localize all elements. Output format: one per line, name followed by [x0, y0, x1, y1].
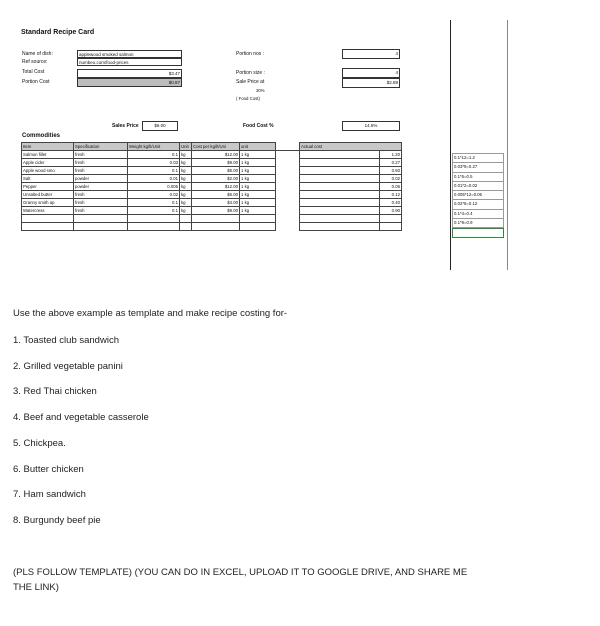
cell-unit: kg — [180, 191, 192, 199]
calc-note: 0.03*9=0.27 — [452, 163, 504, 172]
cell-weight: 0.005 — [128, 183, 180, 191]
recipe-list-item: 8. Burgundy beef pie — [13, 514, 101, 526]
cell-empty — [300, 175, 380, 183]
sales-price-label: Sales Price — [112, 123, 139, 129]
cell-item: Watercress — [22, 207, 74, 215]
cell-unit: kg — [180, 207, 192, 215]
cell-item: Unsalted butter — [22, 191, 74, 199]
sale-price-label: Sale Price at — [236, 79, 265, 85]
cell-unit: kg — [180, 167, 192, 175]
calc-note: 0.01*2=0.02 — [452, 182, 504, 191]
cell-empty — [380, 215, 402, 223]
cell-item: Apple cider — [22, 159, 74, 167]
cell-empty — [276, 159, 300, 167]
cell-empty — [74, 223, 128, 231]
calc-note: 0.1*5=0.5 — [452, 173, 504, 182]
cell-cost: $4.00 — [192, 199, 240, 207]
table-row — [22, 167, 402, 175]
cell-empty — [276, 223, 300, 231]
cell-cost: $9.00 — [192, 207, 240, 215]
header-spacer — [276, 143, 300, 151]
source-label: Ref source: — [22, 59, 48, 65]
cell-spec: fresh — [74, 207, 128, 215]
note-line-2: THE LINK) — [13, 582, 59, 593]
cell-weight: 0.1 — [128, 151, 180, 159]
calculation-notes — [452, 153, 504, 238]
cell-empty — [180, 223, 192, 231]
cell-weight: 0.1 — [128, 207, 180, 215]
food-cost-pct-label: Food Cost % — [243, 123, 274, 129]
cell-cunit: 1 kg — [240, 207, 276, 215]
cell-actual: 0.06 — [380, 183, 402, 191]
cell-empty — [22, 215, 74, 223]
cell-unit: kg — [180, 159, 192, 167]
commodities-label: Commodities — [22, 133, 61, 139]
cell-empty — [192, 223, 240, 231]
cell-actual: 0.12 — [380, 191, 402, 199]
percent-label: 30% — [256, 88, 265, 93]
cell-empty — [276, 151, 300, 159]
table-row — [22, 183, 402, 191]
table-row — [22, 175, 402, 183]
total-cost-value: $3.47 — [77, 69, 182, 78]
calc-note: 0.005*12=0.06 — [452, 191, 504, 200]
recipe-list-item: 5. Chickpea. — [13, 437, 66, 449]
cell-empty — [276, 183, 300, 191]
header-actual-cost: Actual cost — [300, 143, 402, 151]
cell-empty — [240, 215, 276, 223]
cell-spec: fresh — [74, 159, 128, 167]
calc-note: 0.1*12=1.2 — [452, 153, 504, 163]
cell-empty — [276, 175, 300, 183]
cell-empty — [276, 167, 300, 175]
cell-unit: kg — [180, 151, 192, 159]
cell-empty — [300, 191, 380, 199]
cell-item: Pepper — [22, 183, 74, 191]
cell-empty — [300, 215, 380, 223]
cell-unit: kg — [180, 199, 192, 207]
cell-empty — [128, 215, 180, 223]
column-divider-light — [507, 20, 508, 270]
header-specification: Specification — [74, 143, 128, 151]
cell-spec: powder — [74, 175, 128, 183]
recipe-list-item: 7. Ham sandwich — [13, 489, 86, 501]
recipe-list-item: 2. Grilled vegetable panini — [13, 360, 123, 372]
name-label: Name of dish: — [22, 51, 53, 57]
instructions-intro: Use the above example as template and make recipe costing for- — [13, 308, 288, 319]
cell-actual: 0.40 — [380, 199, 402, 207]
table-row — [22, 159, 402, 167]
header-cost-per: Cost per kg/lt/Uni — [192, 143, 240, 151]
table-header-row — [22, 143, 402, 151]
cell-cost: $12.00 — [192, 183, 240, 191]
cell-cunit: 1 kg — [240, 159, 276, 167]
cell-actual: 0.50 — [380, 167, 402, 175]
header-unit: Unit — [180, 143, 192, 151]
recipe-list-item: 6. Butter chicken — [13, 463, 84, 475]
cell-cost: $5.00 — [192, 167, 240, 175]
cell-weight: 0.1 — [128, 199, 180, 207]
cell-empty — [276, 191, 300, 199]
cell-unit: kg — [180, 183, 192, 191]
commodities-table — [21, 142, 402, 231]
portion-nos-value: 4 — [342, 49, 400, 59]
header-item: Item — [22, 143, 74, 151]
name-value: applewood smoked salmon — [77, 50, 182, 58]
cell-spec: powder — [74, 183, 128, 191]
sale-price-value: $2.89 — [342, 78, 400, 88]
header-cost-unit: unit — [240, 143, 276, 151]
table-row-empty — [22, 223, 402, 231]
food-cost-paren: ( Food Cost) — [236, 96, 260, 101]
table-row — [22, 199, 402, 207]
portion-nos-label: Portion nos : — [236, 51, 265, 57]
cell-spec: fresh — [74, 167, 128, 175]
cell-cunit: 1 kg — [240, 175, 276, 183]
sales-price-value: $6.00 — [142, 121, 178, 131]
cell-empty — [300, 183, 380, 191]
cell-weight: 0.03 — [128, 159, 180, 167]
calc-note: 0.1*9=0.9 — [452, 219, 504, 228]
cell-actual: 0.02 — [380, 175, 402, 183]
selected-cell[interactable] — [452, 228, 504, 238]
cell-item: Granny smith ap — [22, 199, 74, 207]
cell-cunit: 1 kg — [240, 167, 276, 175]
cell-empty — [300, 207, 380, 215]
cell-cunit: 1 kg — [240, 199, 276, 207]
cell-empty — [300, 199, 380, 207]
total-cost-label: Total Cost — [22, 69, 45, 75]
cell-empty — [276, 199, 300, 207]
cell-empty — [192, 215, 240, 223]
portion-size-label: Portion size : — [236, 70, 265, 76]
cell-empty — [300, 167, 380, 175]
cell-unit: kg — [180, 175, 192, 183]
cell-empty — [128, 223, 180, 231]
cell-actual: 1.20 — [380, 151, 402, 159]
food-cost-pct-value: 14.5% — [342, 121, 400, 131]
cell-weight: 0.02 — [128, 191, 180, 199]
recipe-list-item: 1. Toasted club sandwich — [13, 335, 119, 346]
cell-empty — [22, 223, 74, 231]
recipe-list-item: 3. Red Thai chicken — [13, 386, 97, 398]
cell-cunit: 1 kg — [240, 183, 276, 191]
column-divider — [450, 20, 451, 270]
cell-empty — [74, 215, 128, 223]
table-row-empty — [22, 215, 402, 223]
cell-cost: $2.00 — [192, 175, 240, 183]
cell-empty — [300, 159, 380, 167]
recipe-list-item: 4. Beef and vegetable casserole — [13, 412, 149, 424]
cell-cost: $6.00 — [192, 191, 240, 199]
cell-spec: fresh — [74, 191, 128, 199]
cell-empty — [276, 207, 300, 215]
portion-cost-value: $0.87 — [77, 78, 182, 87]
note-line-1: (PLS FOLLOW TEMPLATE) (YOU CAN DO IN EXCEL, UPLOAD IT TO GOOGLE DRIVE, AND SHARE ME — [13, 567, 468, 578]
calc-note: 0.02*6=0.12 — [452, 200, 504, 209]
cell-cost: $9.00 — [192, 159, 240, 167]
table-row — [22, 151, 402, 159]
cell-weight: 0.1 — [128, 167, 180, 175]
cell-cunit: 1 kg — [240, 191, 276, 199]
portion-size-value: 4 — [342, 68, 400, 78]
cell-item: Apple wood smo — [22, 167, 74, 175]
cell-empty — [180, 215, 192, 223]
cell-empty — [300, 223, 380, 231]
cell-spec: fresh — [74, 151, 128, 159]
cell-actual: 0.90 — [380, 207, 402, 215]
cell-weight: 0.01 — [128, 175, 180, 183]
cell-cunit: 1 kg — [240, 151, 276, 159]
table-row — [22, 191, 402, 199]
table-row — [22, 207, 402, 215]
cell-empty — [380, 223, 402, 231]
header-weight: Weight kg/lt/Unit — [128, 143, 180, 151]
cell-spec: fresh — [74, 199, 128, 207]
cell-item: Salt — [22, 175, 74, 183]
cell-item: Salmon fillet — [22, 151, 74, 159]
calc-note: 0.1*4=0.4 — [452, 210, 504, 219]
portion-cost-label: Portion Cost — [22, 79, 50, 85]
cell-empty — [240, 223, 276, 231]
recipe-card-sheet — [0, 0, 600, 270]
cell-actual: 0.27 — [380, 159, 402, 167]
source-value: numbeo.com/food-prices — [77, 58, 182, 66]
cell-cost: $12.00 — [192, 151, 240, 159]
card-title: Standard Recipe Card — [21, 29, 95, 36]
cell-empty — [276, 215, 300, 223]
cell-empty — [300, 151, 380, 159]
